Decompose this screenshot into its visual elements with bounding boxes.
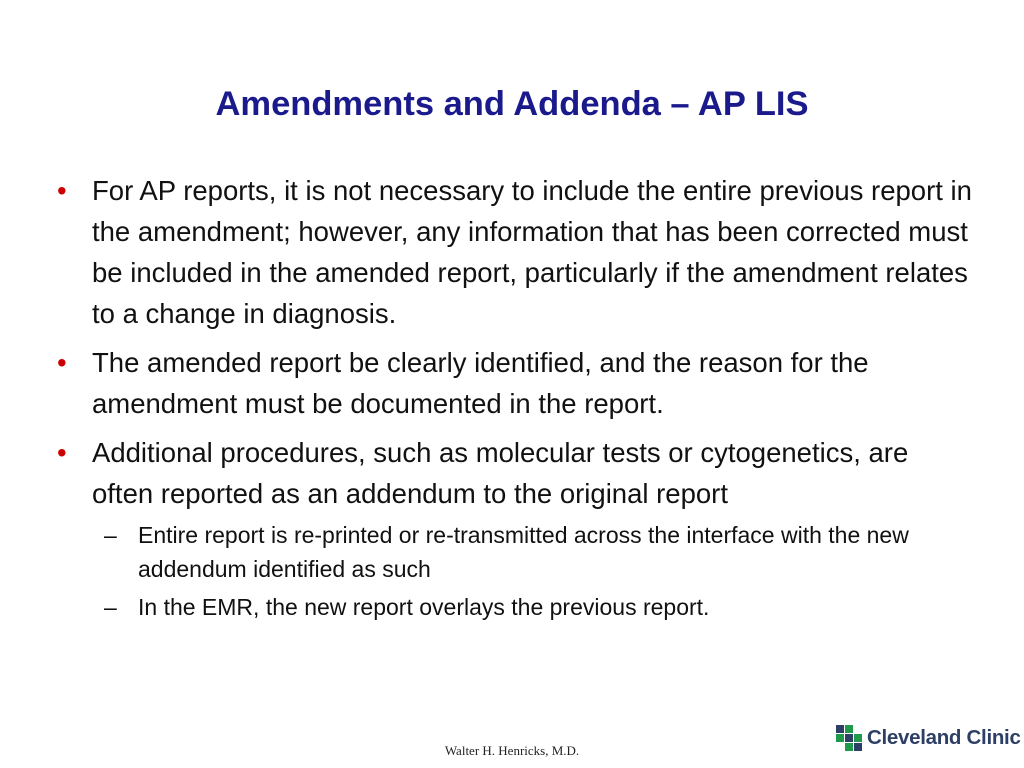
logo-text: Cleveland Clinic: [867, 726, 1021, 749]
bullet-list: [0, 170, 1024, 632]
sub-bullet-marker: –: [104, 522, 117, 548]
bullet-text: The amended report be clearly identified, and the reason for the amendment must be documented in the report.: [92, 347, 869, 419]
bullet-item: [0, 170, 972, 334]
bullet-text: For AP reports, it is not necessary to include the entire previous report in the amendment; however, any information that has been corrected must be included in the amended report, particularly if the amendment relates to a change in diagnosis.: [92, 175, 972, 329]
sub-bullet-marker: –: [104, 594, 117, 620]
sub-bullet-item: [1, 518, 938, 586]
sub-bullet-text: In the EMR, the new report overlays the previous report.: [138, 594, 710, 620]
bullet-marker: •: [57, 175, 67, 206]
sub-bullet-text: Entire report is re-printed or re-transmitted across the interface with the new addendum identified as such: [138, 522, 909, 582]
footer-credit: Walter H. Henricks, M.D.: [444, 743, 580, 758]
slide-title: Amendments and Addenda – AP LIS: [215, 85, 809, 123]
bullet-item: [0, 432, 972, 624]
sub-bullet-list: [92, 518, 972, 624]
bullet-marker: •: [57, 437, 67, 468]
bullet-item: [0, 342, 972, 424]
bullet-marker: •: [57, 347, 67, 378]
sub-bullet-item: [1, 590, 938, 624]
bullet-text: Additional procedures, such as molecular tests or cytogenetics, are often reported as an addendum to the original report: [92, 437, 909, 509]
cleveland-clinic-logo: [836, 721, 1021, 755]
cleveland-clinic-cross-icon: [836, 725, 862, 751]
